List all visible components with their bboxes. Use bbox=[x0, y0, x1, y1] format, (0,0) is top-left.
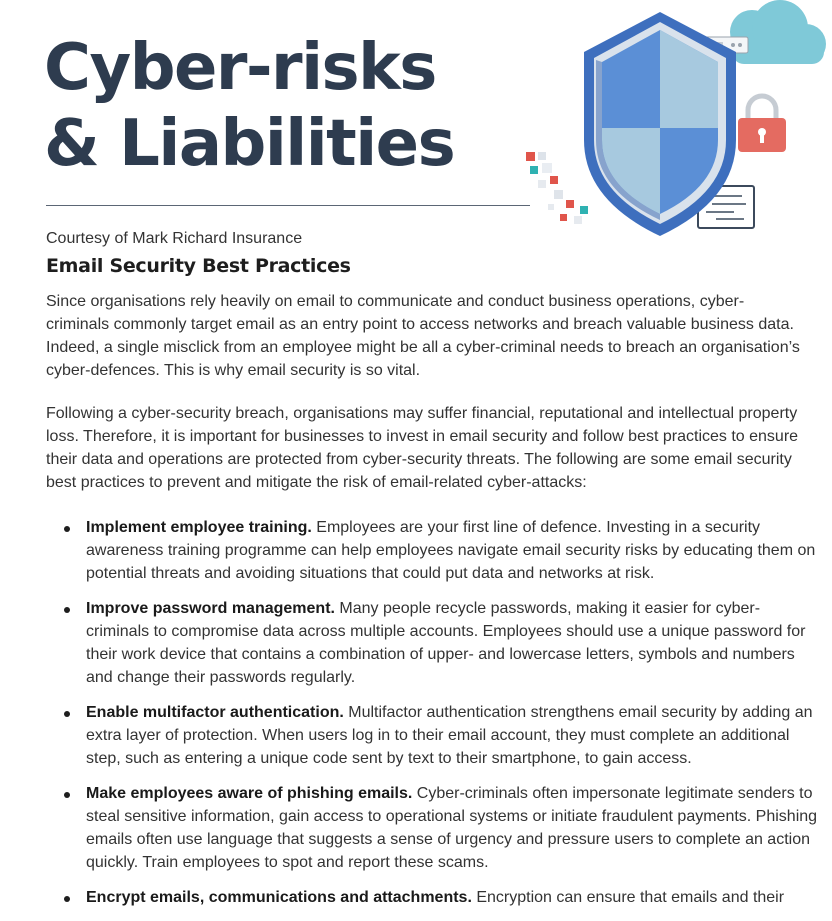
list-item-lead: Improve password management. bbox=[86, 600, 335, 617]
list-item-text: Multifactor authentication strengthens email security by adding an extra layer of protection. When users log in to their email account, they must complete an additional step, such as entering a unique code sent by text to their smartphone, to gain access. bbox=[86, 704, 813, 767]
document-title bbox=[44, 30, 454, 182]
security-illustration bbox=[520, 0, 832, 250]
list-item bbox=[46, 782, 818, 874]
list-item bbox=[46, 516, 818, 585]
bullet-icon bbox=[64, 607, 70, 613]
list-item-text: Encryption can ensure that emails and their bbox=[471, 889, 785, 906]
list-item-lead: Make employees aware of phishing emails. bbox=[86, 785, 413, 802]
title-divider bbox=[46, 205, 530, 206]
context-paragraph: Following a cyber-security breach, organisations may suffer financial, reputational and intellectual property loss. Therefore, it is important for businesses to invest in email security and follow best practices to ensure their data and operations are protected from cyber-security threats. The following are some email security best practices to prevent and mitigate the risk of email-related cyber-attacks: bbox=[46, 405, 799, 491]
bullet-icon bbox=[64, 711, 70, 717]
list-item-text: Employees are your first line of defence. Investing in a security awareness training programme can help employees navigate email security risks by educating them on potential threats and avoiding situations that could put data and networks at risk. bbox=[86, 519, 816, 582]
pixel-squares-icon bbox=[526, 152, 588, 224]
list-item bbox=[46, 886, 818, 909]
bullet-icon bbox=[64, 792, 70, 798]
courtesy-line: Courtesy of Mark Richard Insurance bbox=[46, 230, 303, 247]
lock-icon bbox=[738, 96, 786, 152]
list-item bbox=[46, 597, 818, 689]
list-item-lead: Implement employee training. bbox=[86, 519, 312, 536]
list-item-lead: Enable multifactor authentication. bbox=[86, 704, 344, 721]
best-practices-list bbox=[46, 516, 818, 921]
list-item bbox=[46, 701, 818, 770]
cloud-icon bbox=[730, 0, 826, 64]
list-item-text: Many people recycle passwords, making it easier for cyber-criminals to compromise data across multiple accounts. Employees should use a unique password for their work device that contains a combination of upper- and lowercase letters, symbols and numbers and change their passwords regularly. bbox=[86, 600, 806, 686]
title-line-2: & Liabilities bbox=[44, 107, 455, 181]
title-line-1: Cyber-risks bbox=[44, 31, 436, 105]
list-item-text: Cyber-criminals often impersonate legitimate senders to steal sensitive information, gain access to operational systems or initiate fraudulent payments. Phishing emails often use language that suggests a sense of urgency and pressure users to complete an action quickly. Train employees to spot and report these scams. bbox=[86, 785, 818, 871]
list-item-lead: Encrypt emails, communications and attachments. bbox=[86, 889, 472, 906]
section-heading: Email Security Best Practices bbox=[46, 255, 351, 277]
intro-paragraph: Since organisations rely heavily on email to communicate and conduct business operations, cyber-criminals commonly target email as an entry point to access networks and breach valuable business data. Indeed, a single misclick from an employee might be all a cyber-criminal needs to breach an organisation’s cyber-defences. This is why email security is so vital. bbox=[46, 293, 800, 379]
bullet-icon bbox=[64, 526, 70, 532]
